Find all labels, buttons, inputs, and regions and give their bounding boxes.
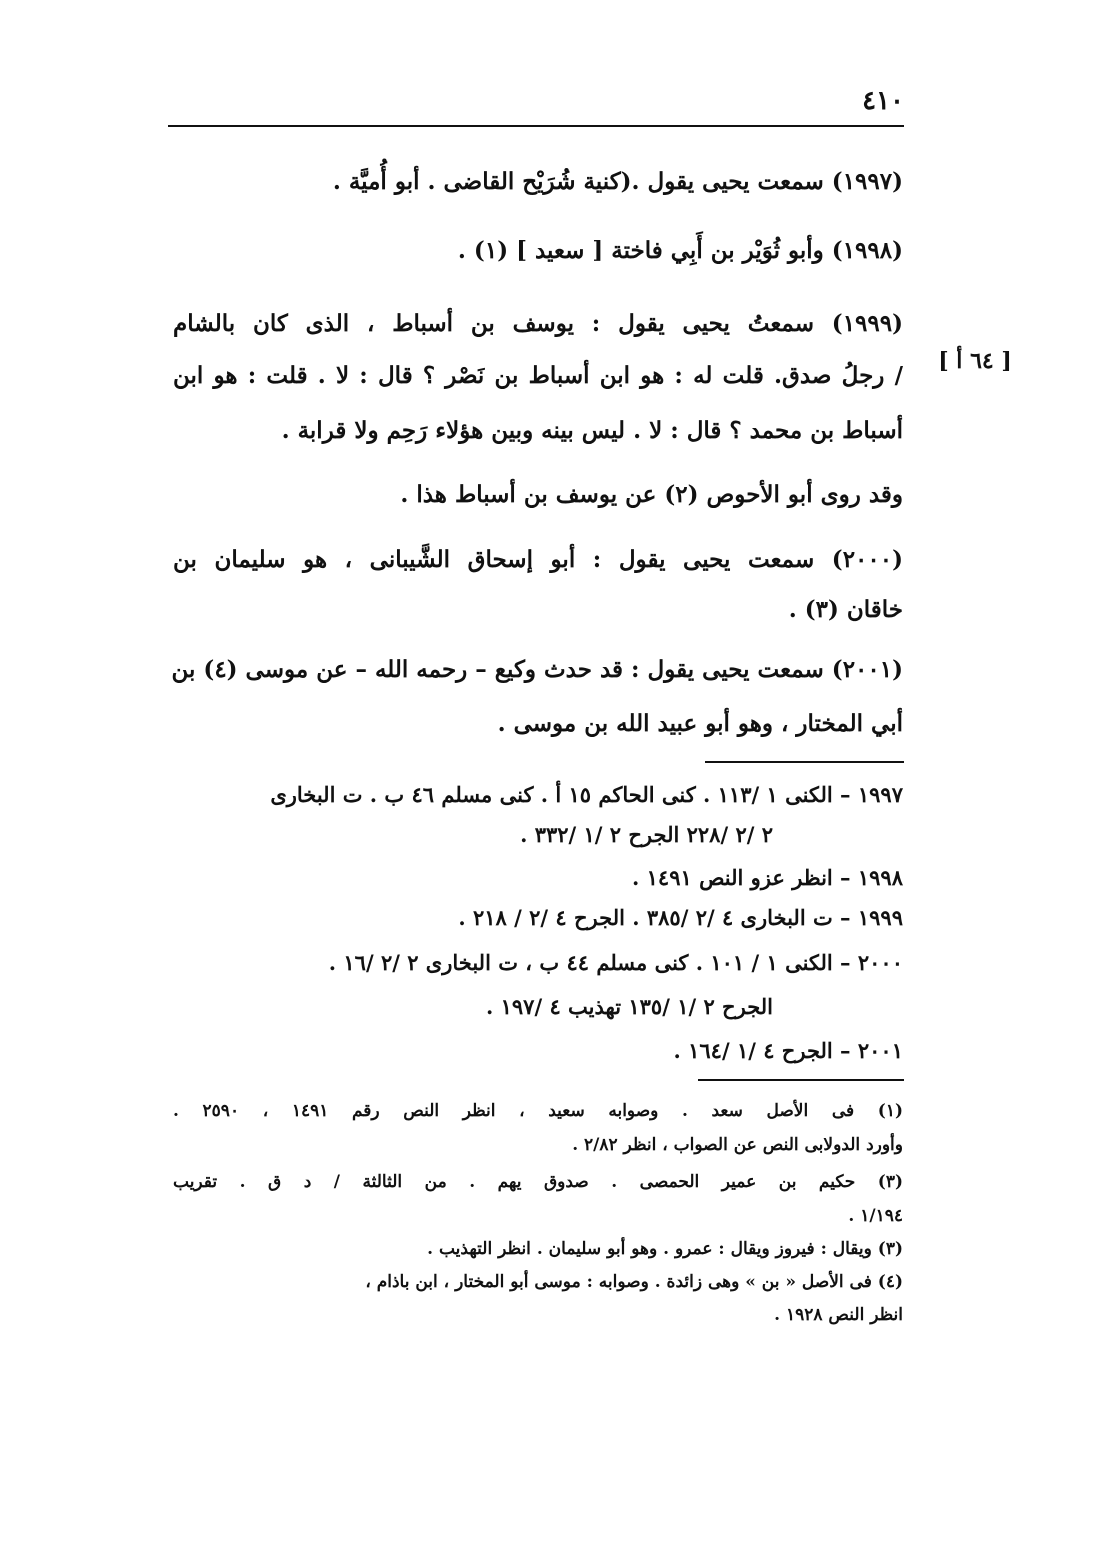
margin-folio-note: [ ٦٤ أ ] (938, 348, 1012, 374)
main-line: (١٩٩٩) سمعتُ يحيى يقول : يوسف بن أسباط ، الذى كان بالشام (173, 310, 903, 337)
takhrij-line: الجرح ٢ /١ /١٣٥ تهذيب ٤ /١٩٧ . (486, 994, 773, 1019)
takhrij-line: ٢٠٠١ – الجرح ٤ /١ /١٦٤ . (673, 1038, 903, 1063)
main-line: وقد روى أبو الأحوص (٢) عن يوسف بن أسباط هذا . (400, 481, 903, 508)
footnote-line: (٣) ويقال : فيروز ويقال : عمرو . وهو أبو سليمان . انظر التهذيب . (427, 1239, 903, 1259)
footnote-line: ١/١٩٤ . (848, 1206, 903, 1226)
takhrij-line: ٢ /٢ /٢٢٨ الجرح ٢ /١ /٣٣٢ . (520, 822, 773, 847)
footnote-line: (١) فى الأصل سعد . وصوابه سعيد ، انظر النص رقم ١٤٩١ ، ٢٥٩٠ . (173, 1101, 903, 1121)
main-line: أسباط بن محمد ؟ قال : لا . ليس بينه وبين هؤلاء رَحِم ولا قرابة . (281, 417, 903, 444)
main-line: / رجلُ صدق. قلت له : هو ابن أسباط بن نَصْر ؟ قال : لا . قلت : هو ابن (173, 362, 903, 389)
main-line: خاقان (٣) . (788, 596, 903, 623)
takhrij-rule (705, 761, 904, 763)
page-number: ٤١٠ (862, 86, 904, 116)
main-line: أبي المختار ، وهو أبو عبيد الله بن موسى . (497, 710, 903, 737)
footnote-line: وأورد الدولابى النص عن الصواب ، انظر ٢/٨٢ . (572, 1135, 903, 1155)
footnote-line: انظر النص ١٩٢٨ . (774, 1305, 903, 1325)
takhrij-line: ١٩٩٨ – انظر عزو النص ١٤٩١ . (632, 865, 903, 890)
takhrij-line: ١٩٩٧ – الكنى ١ /١١٣ . كنى الحاكم ١٥ أ . كنى مسلم ٤٦ ب . ت البخارى (270, 782, 903, 807)
takhrij-line: ٢٠٠٠ – الكنى ١ / ١٠١ . كنى مسلم ٤٤ ب ، ت البخارى ٢ /٢ /١٦ . (328, 950, 903, 975)
footnote-rule (698, 1079, 904, 1081)
footnote-line: (٤) فى الأصل « بن » وهى زائدة . وصوابه : موسى أبو المختار ، ابن باذام ، (365, 1272, 903, 1292)
header-rule (168, 125, 904, 127)
takhrij-line: ١٩٩٩ – ت البخارى ٤ /٢ /٣٨٥ . الجرح ٤ /٢ / ٢١٨ . (458, 905, 903, 930)
main-line: (٢٠٠١) سمعت يحيى يقول : قد حدث وكيع – رحمه الله – عن موسى (٤) بن (171, 656, 903, 683)
footnote-line: (٣) حكيم بن عمير الحمصى . صدوق يهم . من الثالثة / د ق . تقريب (173, 1172, 903, 1192)
main-line: (١٩٩٧) سمعت يحيى يقول .(كنية شُرَيْح القاضى . أبو أُميَّة . (332, 168, 903, 195)
main-line: (١٩٩٨) وأبو ثُوَيْر بن أَبِي فاختة [ سعيد ] (١) . (457, 237, 903, 264)
main-line: (٢٠٠٠) سمعت يحيى يقول : أبو إسحاق الشَّيبانى ، هو سليمان بن (173, 546, 903, 573)
